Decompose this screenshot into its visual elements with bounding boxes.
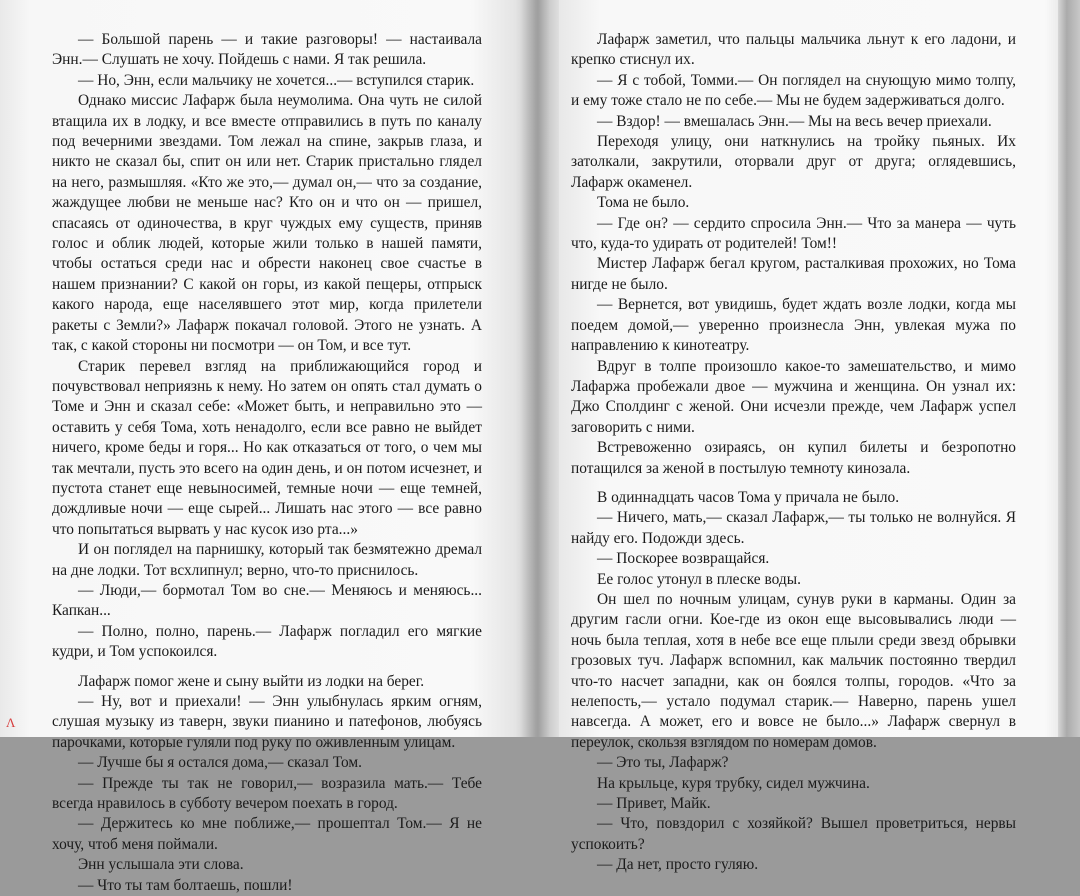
right-paragraph: — Это ты, Лафарж?: [597, 754, 729, 772]
left-paragraph: — Что ты там болтаешь, пошли!: [78, 876, 293, 894]
left-paragraph: — Но, Энн, если мальчику не хочется...— вступился старик.: [78, 71, 475, 89]
left-paragraph: — Ну, вот и приехали! — Энн улыбнулась ярким огням, слушая музыку из таверн, звуки пианино и патефонов, любуясь парочками, которые гуляли под руку по оживленным улицам.: [52, 693, 482, 751]
left-paragraph: — Большой парень — и такие разговоры! — настаивала Энн.— Слушать не хочу. Пойдешь с нами. Я так решила.: [52, 31, 482, 69]
left-paragraph: — Держитесь ко мне поближе,— прошептал Том.— Я не хочу, чтоб меня поймали.: [52, 815, 482, 853]
right-paragraph: Он шел по ночным улицам, сунув руки в карманы. Один за другим гасли огни. Кое-где из окон еще высовывались люди — ночь была теплая, хотя в небе все еще плыли среди звезд обрывки грозовых туч. Лафарж вспомнил, как мальчик постоянно твердил что-то насчет западни, как он боялся толпы, городов. «Что за нелепость,— устало подумал старик.— Наверно, парень ушел навсегда. А может, его и вовсе не было...» Лафарж свернул в переулок, скользя взглядом по номерам домов.: [571, 590, 1016, 751]
right-paragraph: — Да нет, просто гуляю.: [597, 856, 759, 874]
right-paragraph: Лафарж заметил, что пальцы мальчика льнут к его ладони, и крепко стиснул их.: [571, 31, 1016, 69]
right-page: [571, 30, 1016, 876]
right-paragraph: Ее голос утонул в плеске воды.: [597, 570, 801, 588]
left-page: [52, 30, 482, 896]
left-paragraph: — Лучше бы я остался дома,— сказал Том.: [78, 754, 362, 772]
right-paragraph: — Вернется, вот увидишь, будет ждать возле лодки, когда мы поедем домой,— уверенно произнесла Энн, увлекая мужа по направлению к кинотеатру.: [571, 296, 1016, 355]
left-paragraph: — Полно, полно, парень.— Лафарж погладил его мягкие кудри, и Том успокоился.: [52, 622, 482, 661]
left-paragraph: — Прежде ты так не говорил,— возразила мать.— Тебе всегда нравилось в субботу вечером поехать в город.: [52, 774, 482, 813]
right-paragraph: Тома не было.: [597, 194, 690, 212]
page-edge-strip: [1058, 0, 1080, 737]
left-paragraph: Старик перевел взгляд на приближающийся город и почувствовал неприязнь к нему. Но затем он опять стал думать о Томе и Энн и сказал себе: «Может быть, и неправильно это — оставить у себя Тома, хоть ненадолго, если все равно не выйдет ничего, кроме беды и горя... Но как отказаться от того, о чем мы так мечтали, пусть это всего на один день, и он потом исчезнет, и пустота станет еще невыносимей, темные ночи — еще темней, дождливые ночи — еще сырей... Лишать нас этого — все равно что попытаться вырвать у нас кусок изо рта...»: [52, 357, 482, 538]
left-paragraph: — Люди,— бормотал Том во сне.— Меняюсь и меняюсь... Капкан...: [52, 581, 482, 620]
right-paragraph: — Поскорее возвращайся.: [597, 550, 770, 568]
right-paragraph: Вдруг в толпе произошло какое-то замешательство, и мимо Лафаржа пробежали двое — мужчина и женщина. Он узнал их: Джо Сполдинг с женой. Они исчезли прежде, чем Лафарж успел заговорить с ними.: [571, 357, 1016, 436]
right-paragraph: — Где он? — сердито спросила Энн.— Что за манера — чуть что, куда-то удирать от родителей! Том!!: [571, 214, 1016, 253]
left-paragraph: Однако миссис Лафарж была неумолима. Она чуть не силой втащила их в лодку, и все вместе отправились в путь по каналу под вечерними звездами. Том лежал на спине, закрыв глаза, и никто не сказал бы, спит он или нет. Старик пристально глядел на него, размышляя. «Кто же это,— думал он,— что за создание, жаждущее любви не меньше нас? Кто он и что он — пришел, спасаясь от одиночества, в круг чуждых ему существ, приняв голос и облик людей, которые жили только в нашей памяти, чтобы остаться среди нас и обрести наконец свое счастье в нашем признании? С какой он горы, из какой пещеры, отпрыск какого народа, еще населявшего этот мир, когда прилетели ракеты с Земли?» Лафарж покачал головой. Этого не узнать. А так, с какой стороны ни посмотри — он Том, и все тут.: [52, 92, 482, 355]
left-paragraph: Энн услышала эти слова.: [78, 856, 244, 874]
left-paragraph: И он поглядел на парнишку, который так безмятежно дремал на дне лодки. Тот всхлипнул; верно, что-то приснилось.: [52, 541, 482, 579]
right-paragraph: — Ничего, мать,— сказал Лафарж,— ты только не волнуйся. Я найду его. Подожди здесь.: [571, 509, 1016, 547]
right-paragraph: — Привет, Майк.: [597, 795, 711, 813]
right-paragraph: В одиннадцать часов Тома у причала не было.: [597, 488, 900, 506]
right-paragraph: Переходя улицу, они наткнулись на тройку пьяных. Их затолкали, закрутили, оторвали друг от друга; оглядевшись, Лафарж окаменел.: [571, 133, 1016, 191]
left-paragraph: Лафарж помог жене и сыну выйти из лодки на берег.: [78, 672, 425, 690]
book-gutter-shadow: [515, 0, 559, 737]
right-paragraph: — Что, повздорил с хозяйкой? Вышел проветриться, нервы успокоить?: [571, 815, 1016, 853]
right-paragraph: На крыльце, куря трубку, сидел мужчина.: [597, 774, 870, 792]
right-paragraph: Мистер Лафарж бегал кругом, расталкивая прохожих, но Тома нигде не было.: [571, 255, 1016, 293]
right-paragraph: — Вздор! — вмешалась Энн.— Мы на весь вечер приехали.: [597, 112, 992, 130]
margin-mark: Λ: [6, 715, 16, 730]
right-paragraph: — Я с тобой, Томми.— Он поглядел на снующую мимо толпу, и ему тоже стало не по себе.— Мы не будем задерживаться долго.: [571, 71, 1016, 110]
right-paragraph: Встревоженно озираясь, он купил билеты и безропотно потащился за женой в постылую темноту кинозала.: [571, 439, 1016, 477]
